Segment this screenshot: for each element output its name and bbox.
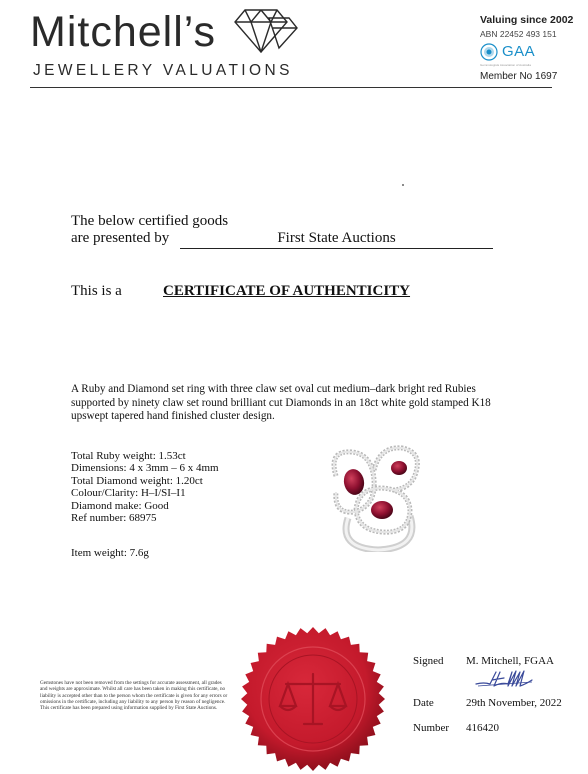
detail-dimensions: Dimensions: 4 x 3mm – 6 x 4mm — [71, 462, 219, 475]
number-value: 416420 — [466, 722, 499, 734]
presented-by-label: are presented by — [71, 230, 170, 246]
gaa-emblem-icon — [480, 43, 498, 61]
signed-value: M. Mitchell, FGAA — [466, 655, 554, 667]
detail-ruby-weight: Total Ruby weight: 1.53ct — [71, 450, 186, 462]
certificate-title: CERTIFICATE OF AUTHENTICITY — [163, 283, 411, 299]
detail-ref-number: Ref number: 68975 — [71, 512, 157, 525]
header-divider — [30, 87, 552, 88]
intro-line: The below certified goods — [71, 213, 229, 229]
signed-label: Signed — [413, 655, 444, 667]
this-is-label: This is a — [71, 283, 122, 299]
date-label: Date — [413, 697, 434, 709]
wax-seal — [238, 624, 388, 774]
number-label: Number — [413, 722, 450, 734]
gaa-full-name: Gemmologists Association of Australia — [480, 63, 531, 67]
detail-diamond-weight: Total Diamond weight: 1.20ct — [71, 474, 203, 487]
item-weight: Item weight: 7.6g — [71, 547, 149, 559]
handwritten-signature — [474, 666, 536, 690]
member-number: Member No 1697 — [480, 71, 558, 82]
item-description: A Ruby and Diamond set ring with three claw set oval cut medium–dark bright red Rubies supported by ninety claw set round brilliant cut Diamonds in an 18ct white gold stamped K18 upswept tapered hand finished cluster design. — [71, 383, 491, 422]
brand-subtitle: JEWELLERY VALUATIONS — [33, 62, 293, 79]
item-details — [71, 450, 219, 524]
abn-number: ABN 22452 493 151 — [480, 29, 557, 39]
disclaimer-text: Gemstones have not been removed from the settings for accurate assessment, all grades and weights are approximate. Whilst all care has been taken in making this certificate, no liability is accepted other than to the person whom the certificate is given for any errors or omissions in the certificate, including any liability to any person by reason of negligence. This certificate has been prepared using information supplied by First State Auctions. — [40, 680, 228, 712]
detail-diamond-make: Diamond make: Good — [71, 499, 169, 512]
diamond-logo-icon — [233, 8, 299, 54]
brand-name: Mitchell’s — [30, 8, 217, 56]
presented-by-value: First State Auctions — [180, 230, 493, 249]
detail-colour-clarity: Colour/Clarity: H–I/SI–I1 — [71, 487, 186, 500]
ring-photo — [318, 440, 438, 552]
paper-speck — [402, 184, 404, 186]
gaa-logo-text: GAA — [502, 43, 536, 60]
valuing-since: Valuing since 2002 — [480, 14, 574, 26]
date-value: 29th November, 2022 — [466, 697, 562, 709]
